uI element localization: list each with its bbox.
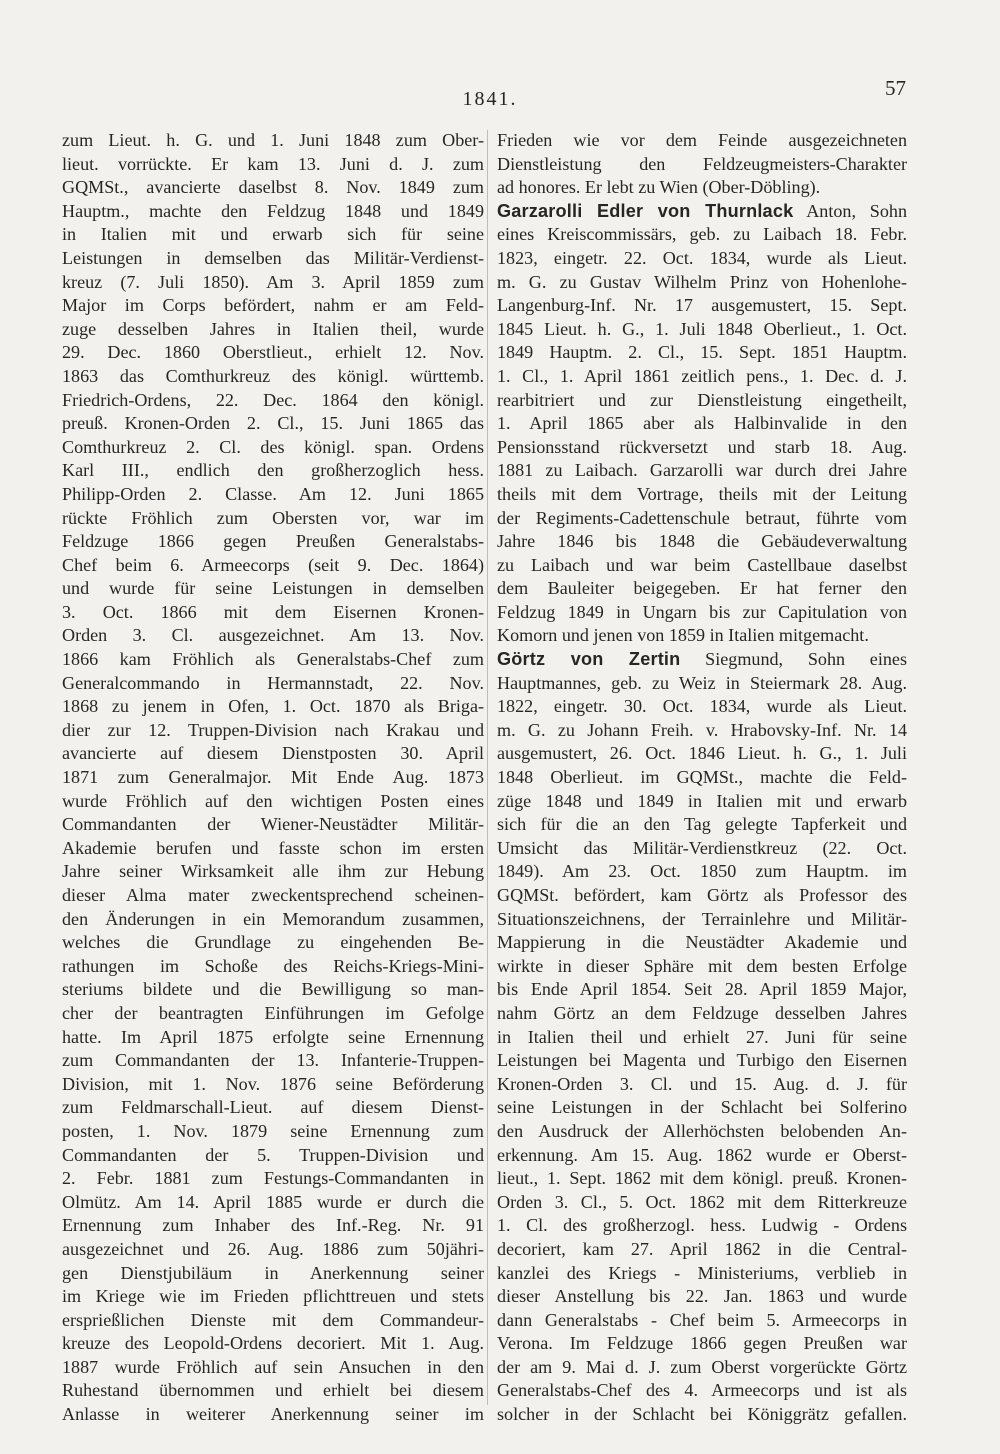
text-line: posten, 1. Nov. 1879 seine Ernennung zum bbox=[62, 1120, 484, 1141]
text-line: im Kriege wie im Frieden pflichttreuen und stets bbox=[62, 1286, 484, 1307]
text-line: Division, mit 1. Nov. 1876 seine Beförderung bbox=[62, 1073, 484, 1094]
text-line: preuß. Kronen-Orden 2. Cl., 15. Juni 1865 das bbox=[62, 413, 484, 434]
text-line: zum Lieut. h. G. und 1. Juni 1848 zum Ober- bbox=[62, 130, 484, 150]
entry-heading-line bbox=[497, 200, 907, 224]
text-line: hatte. Im April 1875 erfolgte seine Ernennung bbox=[62, 1026, 484, 1047]
text-line: GQMSt., avancierte daselbst 8. Nov. 1849 zum bbox=[62, 177, 484, 198]
text-line: zum Feldmarschall-Lieut. auf diesem Dienst- bbox=[62, 1097, 484, 1118]
previous-entry-continuation bbox=[497, 129, 907, 200]
text-line: Hauptmannes, geb. zu Weiz in Steiermark 28. Aug. bbox=[497, 672, 907, 693]
text-line: Kronen-Orden 3. Cl. und 15. Aug. d. J. für bbox=[497, 1073, 907, 1094]
text-line: 3. Oct. 1866 mit dem Eisernen Kronen- bbox=[62, 601, 484, 622]
text-line: rathungen im Schoße des Reichs-Kriegs-Mini- bbox=[62, 955, 484, 976]
text-line: Olmütz. Am 14. April 1885 wurde er durch die bbox=[62, 1191, 484, 1212]
text-line: ad honores. Er lebt zu Wien (Ober-Döbling). bbox=[497, 177, 821, 198]
entry-garzarolli bbox=[497, 200, 907, 648]
text-line: dieser Alma mater zweckentsprechend scheinen- bbox=[62, 885, 484, 905]
text-line: nahm Görtz an dem Feldzuge desselben Jahres bbox=[497, 1002, 907, 1023]
text-line: den Änderungen in ein Memorandum zusammen, bbox=[62, 908, 484, 929]
text-line: Feldzug 1849 in Ungarn bis zur Capitulation von bbox=[497, 601, 907, 622]
text-line: Feldzuge 1866 gegen Preußen Generalstabs- bbox=[62, 531, 484, 552]
right-column bbox=[497, 129, 907, 1427]
text-line: theils mit dem Vortrage, theils mit der Leitung bbox=[497, 483, 907, 504]
text-line: Mappierung in die Neustädter Akademie und bbox=[497, 932, 907, 953]
text-line: dieser Anstellung bis 22. Jan. 1863 und wurde bbox=[497, 1286, 907, 1307]
text-line: 1849 Hauptm. 2. Cl., 15. Sept. 1851 Hauptm. bbox=[497, 342, 907, 363]
text-line: Hauptm., machte den Feldzug 1848 und 1849 bbox=[62, 200, 484, 221]
text-line: dier zur 12. Truppen-Division nach Krakau und bbox=[62, 719, 484, 740]
entry-heading-rest: Siegmund, Sohn eines bbox=[705, 649, 907, 670]
text-line: 1868 zu jenem in Ofen, 1. Oct. 1870 als Briga- bbox=[62, 696, 484, 717]
text-line: ersprießlichen Dienste mit dem Commandeur- bbox=[62, 1309, 484, 1330]
text-line: Commandanten der 5. Truppen-Division und bbox=[62, 1144, 484, 1165]
text-line: 1887 wurde Fröhlich auf sein Ansuchen in den bbox=[62, 1356, 484, 1377]
text-line: Generalcommando in Hermannstadt, 22. Nov. bbox=[62, 672, 484, 693]
text-line: Major im Corps befördert, nahm er am Feld- bbox=[62, 295, 484, 316]
column-divider bbox=[487, 130, 488, 1405]
text-line: 1823, eingetr. 22. Oct. 1834, wurde als Lieut. bbox=[497, 247, 907, 268]
text-line: 1871 zum Generalmajor. Mit Ende Aug. 1873 bbox=[62, 767, 484, 788]
text-line: Frieden wie vor dem Feinde ausgezeichneten bbox=[497, 130, 907, 150]
text-line: Generalstabs-Chef des 4. Armeecorps und ist als bbox=[497, 1380, 907, 1401]
text-line: Orden 3. Cl. ausgezeichnet. Am 13. Nov. bbox=[62, 625, 484, 646]
text-line: 1822, eingetr. 30. Oct. 1834, wurde als Lieut. bbox=[497, 696, 907, 717]
left-column-text bbox=[62, 129, 484, 1427]
text-line: der Regiments-Cadettenschule betraut, führte vom bbox=[497, 507, 907, 528]
text-line: ausgemustert, 26. Oct. 1846 Lieut. h. G., 1. Juli bbox=[497, 743, 907, 764]
text-line: Jahre 1846 bis 1848 die Gebäudeverwaltung bbox=[497, 531, 907, 552]
text-line: Chef beim 6. Armeecorps (seit 9. Dec. 1864) bbox=[62, 554, 484, 575]
text-line: Ernennung zum Inhaber des Inf.-Reg. Nr. 91 bbox=[62, 1215, 484, 1236]
text-line: Verona. Im Feldzuge 1866 gegen Preußen war bbox=[497, 1333, 907, 1354]
text-line: 2. Febr. 1881 zum Festungs-Commandanten in bbox=[62, 1168, 484, 1189]
text-line: kanzlei des Kriegs - Ministeriums, verblieb in bbox=[497, 1262, 907, 1283]
text-line: 1848 Oberlieut. im GQMSt., machte die Feld- bbox=[497, 767, 907, 788]
text-line: Friedrich-Ordens, 22. Dec. 1864 den königl. bbox=[62, 389, 484, 410]
text-line: dem Bauleiter beigegeben. Er hat ferner den bbox=[497, 578, 907, 599]
text-line: Ruhestand übernommen und erhielt bei diesem bbox=[62, 1380, 484, 1401]
text-line: Orden 3. Cl., 5. Oct. 1862 mit dem Ritterkreuze bbox=[497, 1191, 907, 1212]
text-line: wurde Fröhlich auf den wichtigen Posten eines bbox=[62, 790, 484, 811]
text-line: seine Leistungen in der Schlacht bei Solferino bbox=[497, 1097, 907, 1118]
text-line: Anlasse in weiterer Anerkennung seiner im bbox=[62, 1404, 484, 1425]
text-line: zu Laibach und war beim Castellbaue daselbst bbox=[497, 554, 907, 575]
text-line: 1. Cl. des großherzogl. hess. Ludwig - Ordens bbox=[497, 1215, 907, 1236]
text-line: ausgezeichnet und 26. Aug. 1886 zum 50jähri- bbox=[62, 1238, 484, 1259]
text-line: zuge desselben Jahres in Italien theil, wurde bbox=[62, 318, 484, 339]
text-line: 1881 zu Laibach. Garzarolli war durch drei Jahre bbox=[497, 460, 907, 481]
text-line: in Italien theil und erhielt 27. Juni für seine bbox=[497, 1026, 907, 1047]
text-line: GQMSt. befördert, kam Görtz als Professor des bbox=[497, 885, 907, 905]
text-line: erkennung. Am 15. Aug. 1862 wurde er Oberst- bbox=[497, 1144, 907, 1165]
text-line: 1845 Lieut. h. G., 1. Juli 1848 Oberlieut., 1. Oct. bbox=[497, 318, 907, 339]
text-line: lieut. vorrückte. Er kam 13. Juni d. J. zum bbox=[62, 153, 484, 174]
text-line: der am 9. Mai d. J. zum Oberst vorgerückte Görtz bbox=[497, 1356, 907, 1377]
text-line: züge 1848 und 1849 in Italien mit und erwarb bbox=[497, 790, 907, 811]
text-line: welches die Grundlage zu eingehenden Be- bbox=[62, 932, 484, 953]
text-line: 1. Cl., 1. April 1861 zeitlich pens., 1. Dec. d. J. bbox=[497, 365, 907, 386]
left-column bbox=[62, 129, 484, 1427]
text-line: 29. Dec. 1860 Oberstlieut., erhielt 12. Nov. bbox=[62, 342, 484, 363]
text-line: cher der beantragten Einführungen im Gefolge bbox=[62, 1002, 484, 1023]
text-line: Akademie berufen und fasste schon im ersten bbox=[62, 837, 484, 858]
text-line: avancierte auf diesem Dienstposten 30. April bbox=[62, 743, 484, 764]
text-line: decoriert, kam 27. April 1862 in die Central- bbox=[497, 1238, 907, 1259]
entry-heading-rest: Anton, Sohn bbox=[806, 200, 907, 221]
text-line: Karl III., endlich den großherzoglich hess. bbox=[62, 460, 484, 481]
text-line: rückte Fröhlich zum Obersten vor, war im bbox=[62, 507, 484, 528]
text-line: Jahre seiner Wirksamkeit alle ihm zur Hebung bbox=[62, 861, 484, 882]
text-line: eines Kreiscommissärs, geb. zu Laibach 18. Febr. bbox=[497, 224, 907, 245]
text-line: in Italien mit und erwarb sich für seine bbox=[62, 224, 484, 245]
page-number: 57 bbox=[885, 76, 906, 100]
text-line: solcher in der Schlacht bei Königgrätz gefallen. bbox=[497, 1404, 907, 1425]
text-line: lieut., 1. Sept. 1862 mit dem königl. preuß. Kronen- bbox=[497, 1168, 907, 1189]
text-line: 1. April 1865 aber als Halbinvalide in den bbox=[497, 413, 907, 434]
text-line: 1863 das Comthurkreuz des königl. württemb. bbox=[62, 365, 484, 386]
text-line: Leistungen bei Magenta und Turbigo den Eisernen bbox=[497, 1050, 907, 1071]
text-line: Komorn und jenen von 1859 in Italien mitgemacht. bbox=[497, 625, 869, 646]
text-line: Umsicht das Militär-Verdienstkreuz (22. Oct. bbox=[497, 837, 907, 858]
text-line: den Ausdruck der Allerhöchsten belobenden An- bbox=[497, 1120, 907, 1141]
text-line: m. G. zu Gustav Wilhelm Prinz von Hohenlohe- bbox=[497, 271, 907, 292]
text-line: wirkte in dieser Sphäre mit dem besten Erfolge bbox=[497, 955, 907, 976]
running-header-year: 1841. bbox=[462, 88, 518, 110]
text-line: dann Generalstabs - Chef beim 5. Armeecorps in bbox=[497, 1309, 907, 1330]
text-line: rearbitriert und zur Dienstleistung eingetheilt, bbox=[497, 389, 907, 410]
text-line: kreuz (7. Juli 1850). Am 3. April 1859 zum bbox=[62, 271, 484, 292]
text-line: und wurde für seine Leistungen in demselben bbox=[62, 578, 484, 599]
text-line: sich für die an den Tag gelegte Tapferkeit und bbox=[497, 814, 907, 835]
text-line: 1849). Am 23. Oct. 1850 zum Hauptm. im bbox=[497, 861, 907, 882]
text-line: 1866 kam Fröhlich als Generalstabs-Chef zum bbox=[62, 649, 484, 670]
text-line: bis Ende April 1854. Seit 28. April 1859 Major, bbox=[497, 979, 907, 1000]
text-line: Langenburg-Inf. Nr. 17 ausgemustert, 15. Sept. bbox=[497, 295, 907, 316]
text-line: Leistungen in demselben das Militär-Verdienst- bbox=[62, 247, 484, 268]
text-line: zum Commandanten der 13. Infanterie-Truppen- bbox=[62, 1050, 484, 1071]
text-line: gen Dienstjubiläum in Anerkennung seiner bbox=[62, 1262, 484, 1283]
entry-name: Garzarolli Edler von Thurnlack bbox=[497, 200, 794, 221]
entry-goertz bbox=[497, 648, 907, 1427]
text-line: m. G. zu Johann Freih. v. Hrabovsky-Inf. Nr. 14 bbox=[497, 719, 907, 740]
entry-name: Görtz von Zertin bbox=[497, 649, 681, 670]
text-line: kreuze des Leopold-Ordens decoriert. Mit 1. Aug. bbox=[62, 1333, 484, 1354]
entry-heading-line bbox=[497, 648, 907, 672]
text-line: steriums bildete und die Bewilligung so man- bbox=[62, 979, 484, 1000]
text-line: Dienstleistung den Feldzeugmeisters-Charakter bbox=[497, 153, 907, 174]
text-line: Situationszeichnens, der Terrainlehre und Militär- bbox=[497, 908, 907, 929]
text-line: Pensionsstand rückversetzt und starb 18. Aug. bbox=[497, 436, 907, 457]
text-line: Comthurkreuz 2. Cl. des königl. span. Ordens bbox=[62, 436, 484, 457]
text-line: Commandanten der Wiener-Neustädter Militär- bbox=[62, 814, 484, 835]
text-line: Philipp-Orden 2. Classe. Am 12. Juni 1865 bbox=[62, 483, 484, 504]
